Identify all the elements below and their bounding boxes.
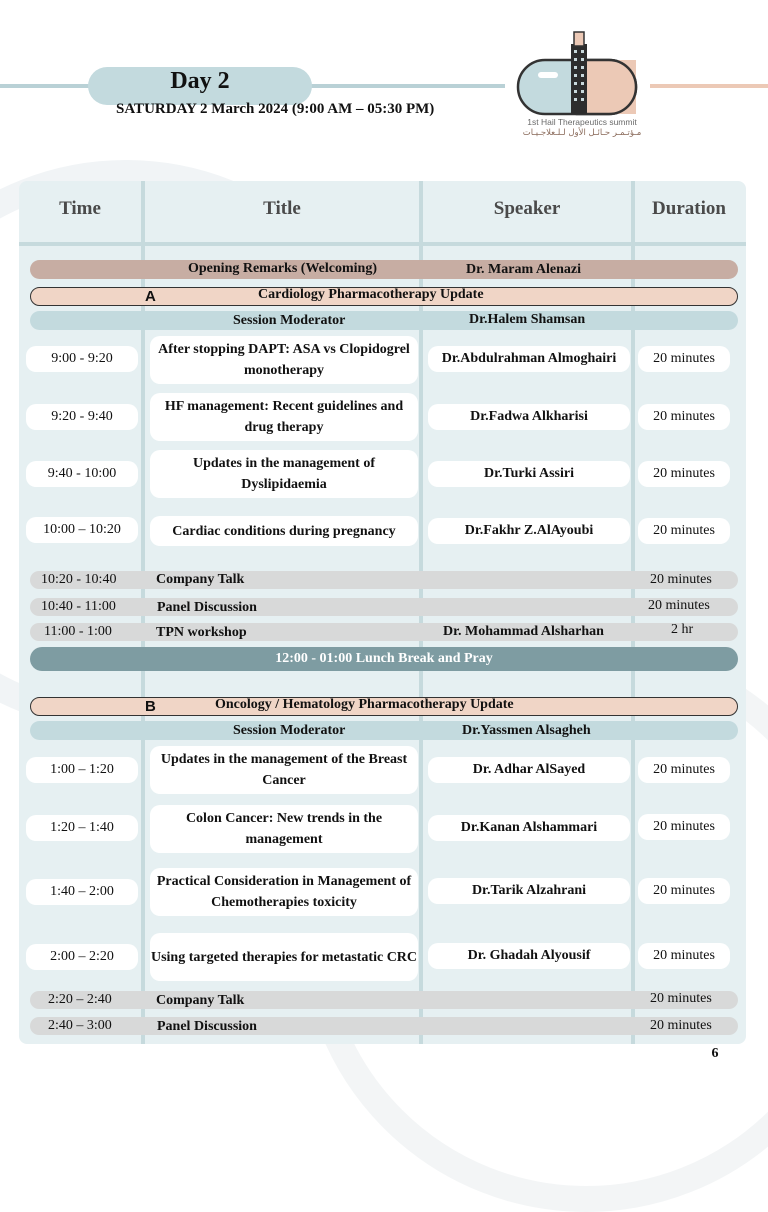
page-number: 6 [711, 1046, 719, 1061]
header-line-right [650, 84, 768, 88]
extra-duration: 20 minutes [650, 991, 712, 1006]
session-time: 9:20 - 9:40 [26, 404, 138, 430]
session-title: Updates in the management of the Breast Cancer [150, 746, 418, 794]
section-b-title: Oncology / Hematology Pharmacotherapy Update [215, 697, 514, 712]
session-speaker: Dr.Abdulrahman Almoghairi [428, 346, 630, 372]
extra-row [30, 623, 738, 641]
moderator-name: Dr.Yassmen Alsagheh [462, 723, 591, 738]
session-time: 2:00 – 2:20 [26, 944, 138, 970]
extra-title: Panel Discussion [157, 600, 257, 615]
extra-row [30, 1017, 738, 1035]
moderator-label: Session Moderator [233, 723, 346, 738]
section-a-title: Cardiology Pharmacotherapy Update [258, 287, 484, 302]
session-duration: 20 minutes [638, 878, 730, 904]
session-title: Using targeted therapies for metastatic CRC [150, 933, 418, 981]
extra-duration: 20 minutes [650, 1018, 712, 1033]
extra-title: Company Talk [156, 993, 245, 1008]
section-a-letter: A [145, 288, 156, 305]
extra-time: 2:40 – 3:00 [48, 1018, 112, 1033]
session-duration: 20 minutes [638, 814, 730, 840]
session-time: 1:20 – 1:40 [26, 815, 138, 841]
session-title: Cardiac conditions during pregnancy [150, 516, 418, 546]
day-title: Day 2 [170, 68, 230, 94]
session-duration: 20 minutes [638, 461, 730, 487]
extra-speaker: Dr. Mohammad Alsharhan [443, 624, 604, 639]
session-time: 1:40 – 2:00 [26, 879, 138, 905]
section-b-letter: B [145, 698, 156, 715]
extra-duration: 20 minutes [648, 598, 710, 613]
session-title: Updates in the management of Dyslipidaemia [150, 450, 418, 498]
session-time: 9:00 - 9:20 [26, 346, 138, 372]
session-title: After stopping DAPT: ASA vs Clopidogrel monotherapy [150, 336, 418, 384]
extra-row [30, 991, 738, 1009]
session-speaker: Dr.Fakhr Z.AlAyoubi [428, 518, 630, 544]
logo-text-ar: مـؤتـمـر حـائـل الأول لـلـعلاجـيـات [522, 128, 642, 138]
section-b-moderator-row [30, 721, 738, 740]
opening-row [30, 260, 738, 279]
extra-title: Panel Discussion [157, 1019, 257, 1034]
session-speaker: Dr. Adhar AlSayed [428, 757, 630, 783]
logo-text-en: 1st Hail Therapeutics summit [527, 117, 637, 127]
session-speaker: Dr. Ghadah Alyousif [428, 943, 630, 969]
session-speaker: Dr.Tarik Alzahrani [428, 878, 630, 904]
extra-time: 2:20 – 2:40 [48, 992, 112, 1007]
extra-time: 11:00 - 1:00 [44, 624, 112, 639]
extra-title: TPN workshop [156, 625, 247, 640]
session-title: Practical Consideration in Management of Chemotherapies toxicity [150, 868, 418, 916]
session-title: Colon Cancer: New trends in the management [150, 805, 418, 853]
date-line: SATURDAY 2 March 2024 (9:00 AM – 05:30 PM) [116, 101, 435, 117]
header-divider [19, 242, 746, 246]
session-duration: 20 minutes [638, 346, 730, 372]
session-duration: 20 minutes [638, 404, 730, 430]
opening-title: Opening Remarks (Welcoming) [188, 261, 377, 276]
session-time: 1:00 – 1:20 [26, 757, 138, 783]
session-duration: 20 minutes [638, 943, 730, 969]
column-header-time: Time [59, 198, 101, 219]
session-speaker: Dr.Kanan Alshammari [428, 815, 630, 841]
session-duration: 20 minutes [638, 518, 730, 544]
column-header-title: Title [263, 198, 301, 219]
extra-time: 10:20 - 10:40 [41, 572, 117, 587]
extra-duration: 2 hr [671, 622, 694, 637]
extra-row [30, 571, 738, 589]
section-a-moderator-row [30, 311, 738, 330]
column-header-speaker: Speaker [493, 198, 561, 219]
session-time: 9:40 - 10:00 [26, 461, 138, 487]
session-duration: 20 minutes [638, 757, 730, 783]
session-time: 10:00 – 10:20 [26, 517, 138, 543]
extra-row [30, 598, 738, 616]
session-speaker: Dr.Turki Assiri [428, 461, 630, 487]
lunch-label: 12:00 - 01:00 Lunch Break and Pray [275, 651, 493, 666]
moderator-name: Dr.Halem Shamsan [469, 312, 586, 327]
extra-duration: 20 minutes [650, 572, 712, 587]
column-header-duration: Duration [652, 198, 726, 219]
session-speaker: Dr.Fadwa Alkharisi [428, 404, 630, 430]
session-title: HF management: Recent guidelines and drug therapy [150, 393, 418, 441]
extra-time: 10:40 - 11:00 [41, 599, 116, 614]
moderator-label: Session Moderator [233, 313, 346, 328]
opening-speaker: Dr. Maram Alenazi [466, 262, 581, 277]
extra-title: Company Talk [156, 572, 245, 587]
